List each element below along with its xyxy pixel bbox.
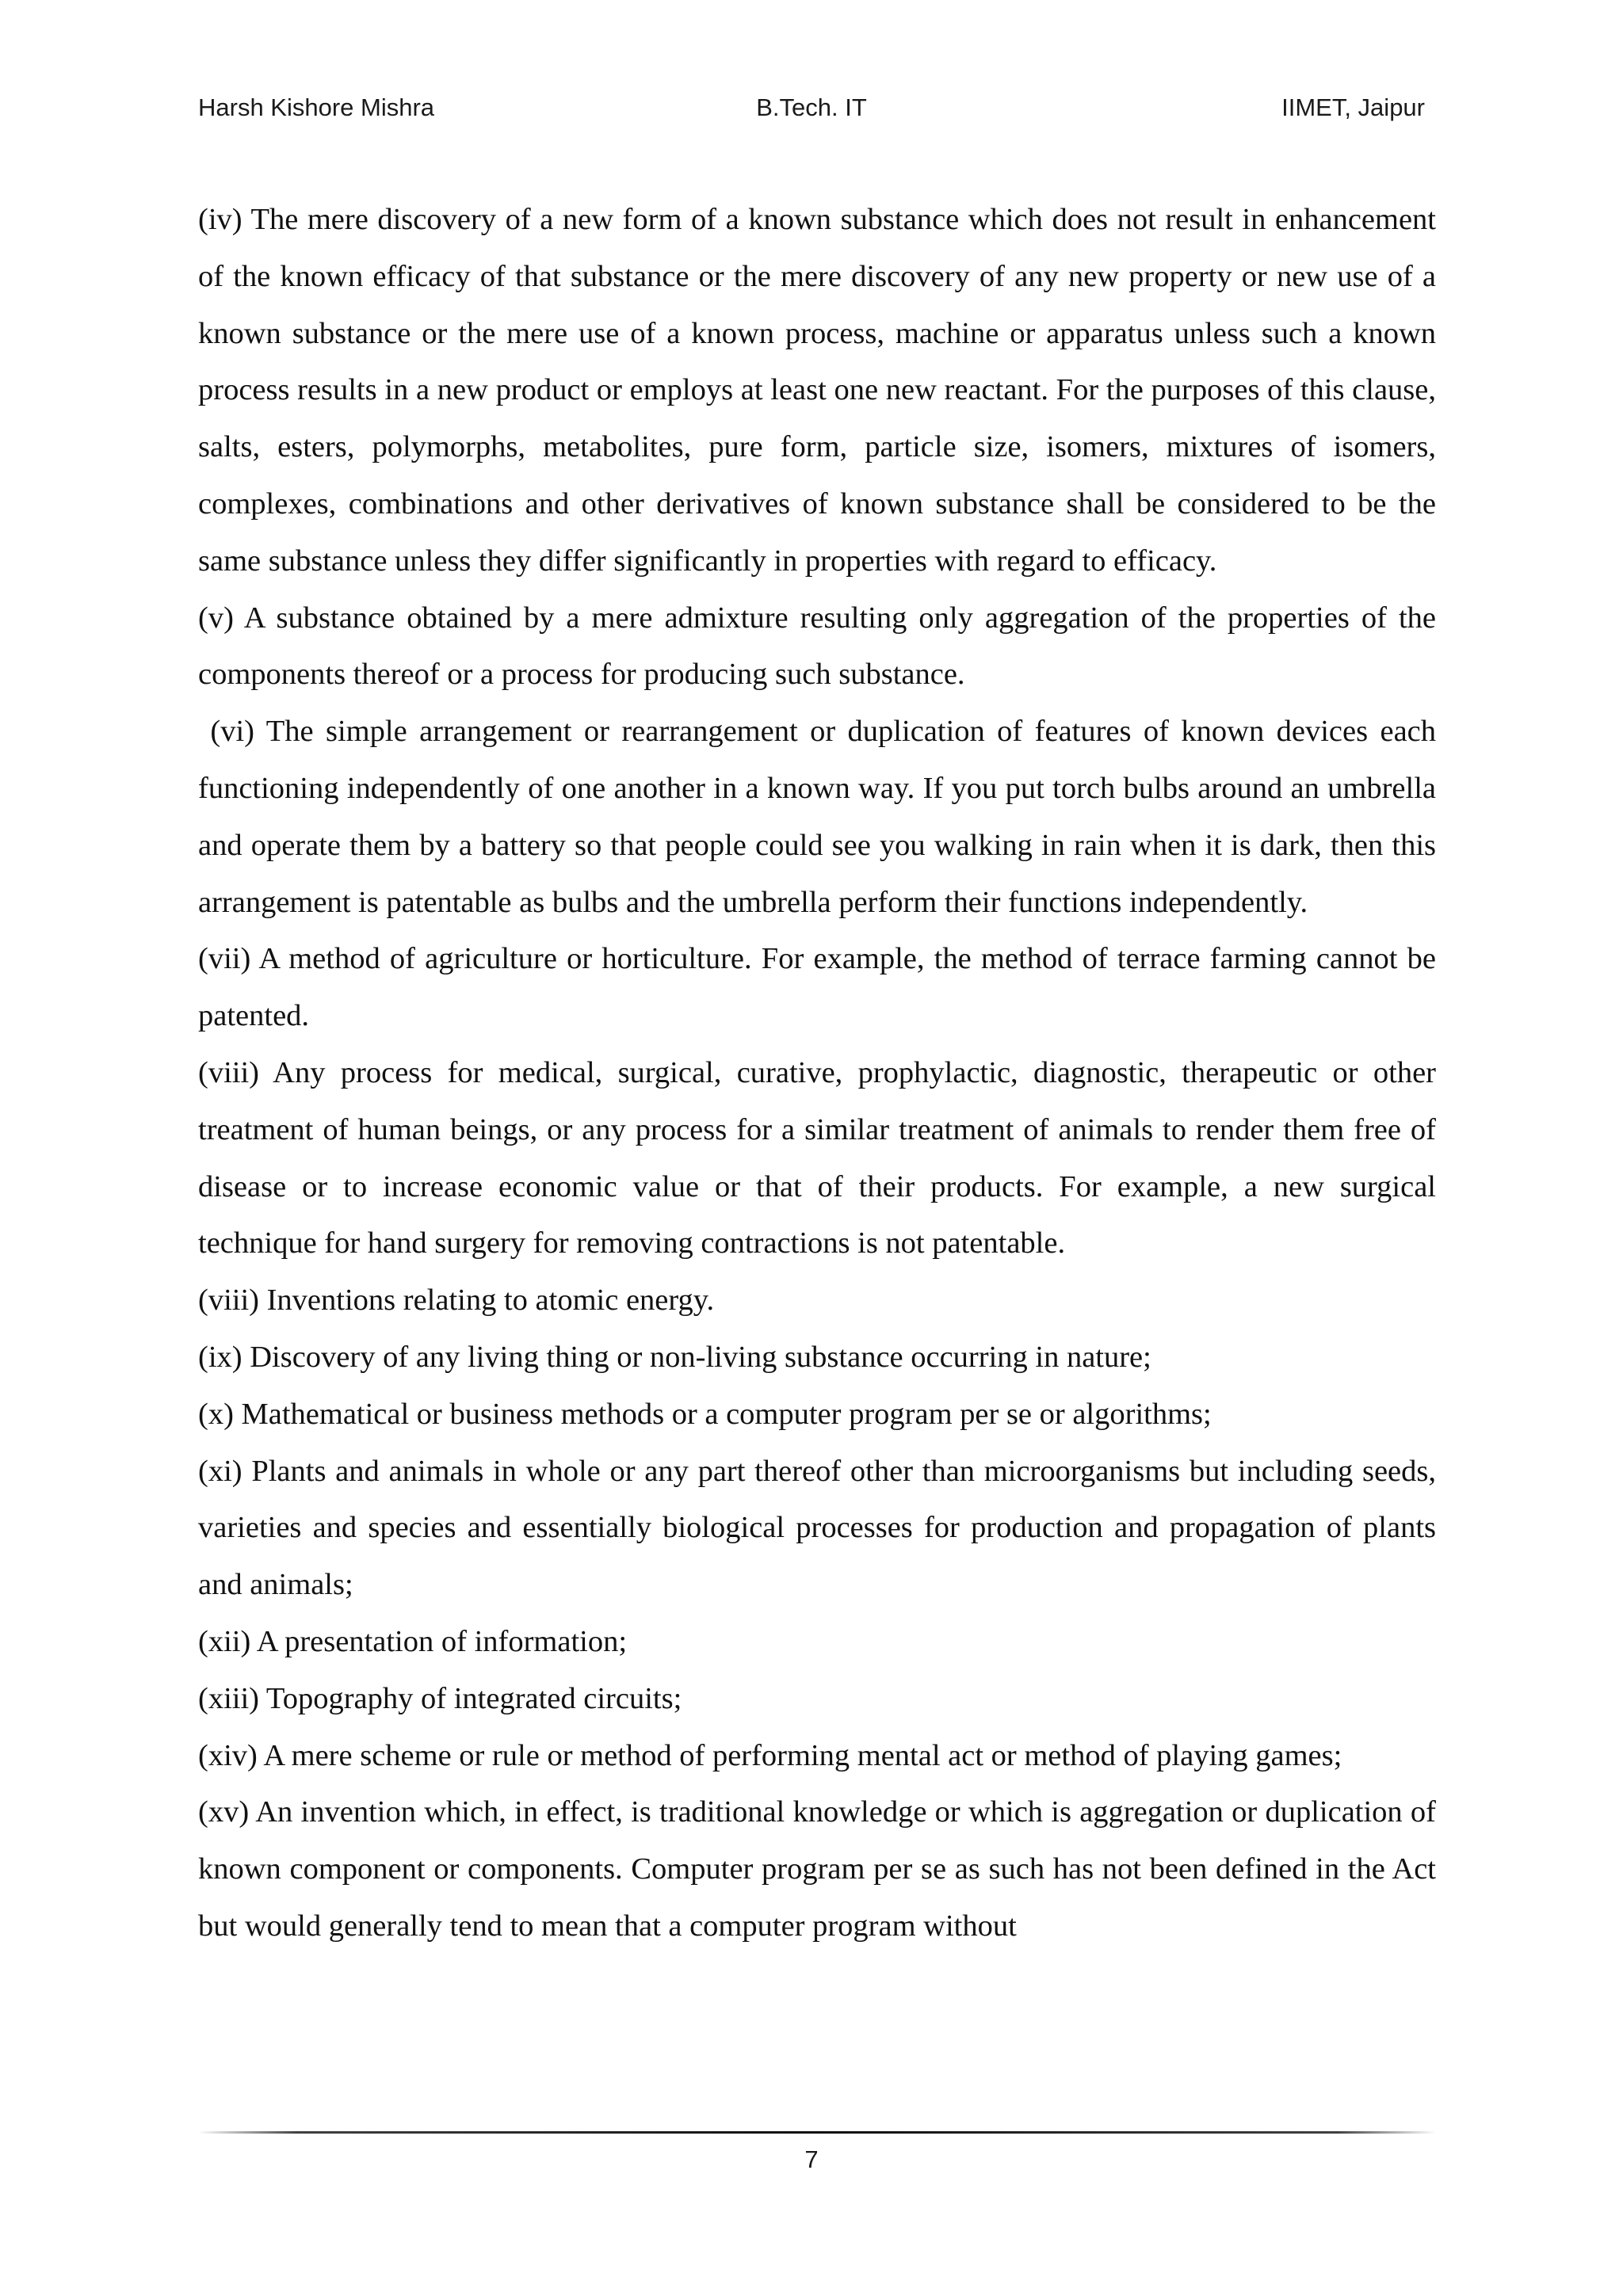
body-text (198, 192, 1436, 1955)
footer-divider (198, 2131, 1436, 2134)
header-course: B.Tech. IT (756, 93, 867, 121)
paragraph-x: (x) Mathematical or business methods or a computer program per se or algorithms; (198, 1397, 1212, 1431)
header-author: Harsh Kishore Mishra (198, 93, 435, 121)
paragraph-viii-medical: (viii) Any process for medical, surgical, curative, prophylactic, diagnostic, therapeutic or other treatment of human beings, or any process for a similar treatment of animals to render them free of disease or to increase economic value or that of their products. For example, a new surgical technique for hand surgery for removing contractions is not patentable. (198, 1055, 1436, 1261)
page-number: 7 (804, 2145, 819, 2173)
page-header (198, 93, 1425, 133)
paragraph-viii-atomic: (viii) Inventions relating to atomic energy. (198, 1283, 715, 1318)
header-institute: IIMET, Jaipur (1281, 93, 1425, 121)
paragraph-xiii: (xiii) Topography of integrated circuits; (198, 1681, 682, 1715)
paragraph-vi: (vi) The simple arrangement or rearrangement or duplication of features of known devices each functioning independently of one another in a known way. If you put torch bulbs around an umbrella and operate them by a battery so that people could see you walking in rain when it is dark, then this arrangement is patentable as bulbs and the umbrella perform their functions independently. (198, 715, 1436, 919)
paragraph-xi: (xi) Plants and animals in whole or any part thereof other than microorganisms but including seeds, varieties and species and essentially biological processes for production and propagation of plants and animals; (198, 1454, 1436, 1602)
paragraph-xii: (xii) A presentation of information; (198, 1624, 628, 1658)
paragraph-v: (v) A substance obtained by a mere admixture resulting only aggregation of the properties of the components thereof or a process for producing such substance. (198, 601, 1436, 692)
paragraph-xiv: (xiv) A mere scheme or rule or method of performing mental act or method of playing games; (198, 1738, 1342, 1772)
paragraph-xv: (xv) An invention which, in effect, is traditional knowledge or which is aggregation or duplication of known component or components. Computer program per se as such has not been defined in the Act but would generally tend to mean that a computer program without (198, 1795, 1436, 1943)
paragraph-iv: (iv) The mere discovery of a new form of a known substance which does not result in enhancement of the known efficacy of that substance or the mere discovery of any new property or new use of a known substance or the mere use of a known process, machine or apparatus unless such a known process results in a new product or employs at least one new reactant. For the purposes of this clause, salts, esters, polymorphs, metabolites, pure form, particle size, isomers, mixtures of isomers, complexes, combinations and other derivatives of known substance shall be considered to be the same substance unless they differ significantly in properties with regard to efficacy. (198, 203, 1436, 578)
paragraph-vii: (vii) A method of agriculture or horticulture. For example, the method of terrace farming cannot be patented. (198, 942, 1436, 1033)
paragraph-ix: (ix) Discovery of any living thing or non-living substance occurring in nature; (198, 1340, 1151, 1374)
